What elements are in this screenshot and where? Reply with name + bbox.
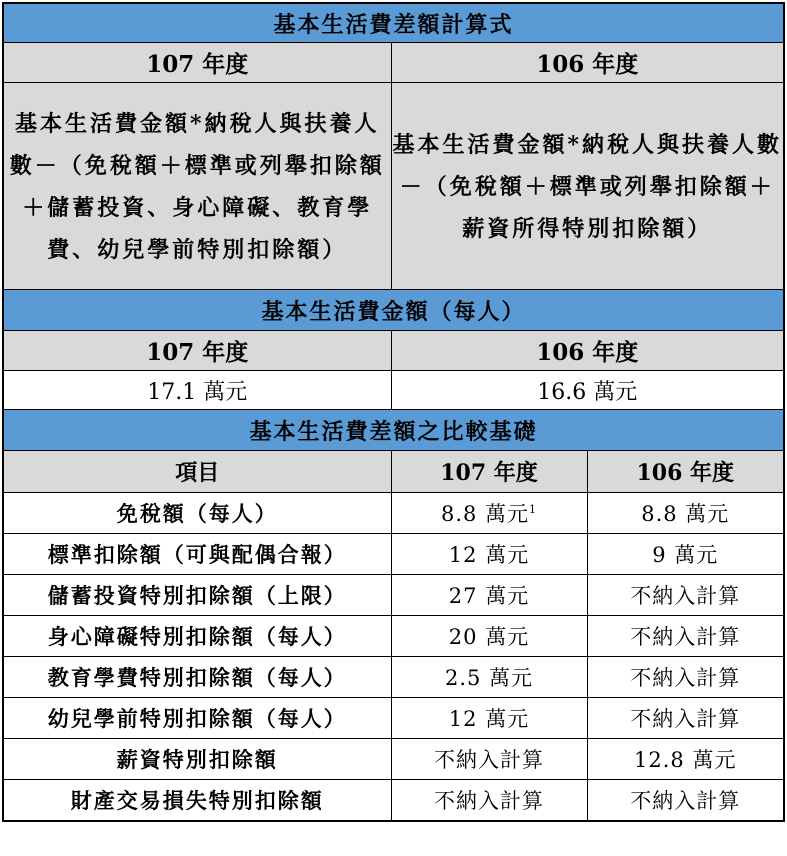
row-item: 財產交易損失特別扣除額 xyxy=(3,780,391,822)
row-item: 標準扣除額（可與配偶合報） xyxy=(3,534,391,575)
row-value-106: 9 萬元 xyxy=(587,534,784,575)
row-value-107: 12 萬元 xyxy=(391,698,587,739)
formula-row xyxy=(3,83,784,290)
amount-section-header xyxy=(3,290,784,331)
row-value-107: 不納入計算 xyxy=(391,739,587,780)
row-value-107-text: 8.8 萬元 xyxy=(440,502,530,526)
table-row xyxy=(3,739,784,780)
row-value-106: 不納入計算 xyxy=(587,780,784,822)
row-item: 儲蓄投資特別扣除額（上限） xyxy=(3,575,391,616)
comparison-section-header xyxy=(3,410,784,451)
table-row xyxy=(3,493,784,534)
row-item: 幼兒學前特別扣除額（每人） xyxy=(3,698,391,739)
formula-year-106: 106 年度 xyxy=(391,43,784,83)
row-value-106: 不納入計算 xyxy=(587,698,784,739)
row-value-107: 2.5 萬元 xyxy=(391,657,587,698)
table-row xyxy=(3,534,784,575)
footnote-marker: 1 xyxy=(529,503,538,516)
row-item: 薪資特別扣除額 xyxy=(3,739,391,780)
row-value-107 xyxy=(391,493,587,534)
amount-106: 16.6 萬元 xyxy=(391,371,784,410)
table-row xyxy=(3,657,784,698)
row-value-107: 27 萬元 xyxy=(391,575,587,616)
formula-section-header xyxy=(3,3,784,43)
row-value-106: 8.8 萬元 xyxy=(587,493,784,534)
amount-year-107: 107 年度 xyxy=(3,331,391,371)
row-item: 身心障礙特別扣除額（每人） xyxy=(3,616,391,657)
comparison-title: 基本生活費差額之比較基礎 xyxy=(3,410,784,451)
row-value-107: 12 萬元 xyxy=(391,534,587,575)
amount-row xyxy=(3,371,784,410)
table-row xyxy=(3,780,784,822)
column-header-107: 107 年度 xyxy=(391,451,587,493)
formula-107-text: 基本生活費金額*納稅人與扶養人數－（免稅額＋標準或列舉扣除額＋儲蓄投資、身心障礙、教育學費、幼兒學前特別扣除額） xyxy=(9,111,385,263)
formula-107 xyxy=(3,83,391,290)
formula-106-text: 基本生活費金額*納稅人與扶養人數－（免稅額＋標準或列舉扣除額＋薪資所得特別扣除額） xyxy=(392,132,783,242)
table-row xyxy=(3,575,784,616)
formula-year-row xyxy=(3,43,784,83)
amount-title: 基本生活費金額（每人） xyxy=(3,290,784,331)
table-row xyxy=(3,698,784,739)
formula-106 xyxy=(391,83,784,290)
formula-title: 基本生活費差額計算式 xyxy=(3,3,784,43)
column-header-item: 項目 xyxy=(3,451,391,493)
table-row xyxy=(3,616,784,657)
row-value-106: 不納入計算 xyxy=(587,616,784,657)
row-value-107: 不納入計算 xyxy=(391,780,587,822)
amount-year-row xyxy=(3,331,784,371)
deduction-comparison-table xyxy=(2,2,785,822)
row-value-107: 20 萬元 xyxy=(391,616,587,657)
amount-year-106: 106 年度 xyxy=(391,331,784,371)
row-item: 免稅額（每人） xyxy=(3,493,391,534)
formula-year-107: 107 年度 xyxy=(3,43,391,83)
amount-107: 17.1 萬元 xyxy=(3,371,391,410)
column-header-106: 106 年度 xyxy=(587,451,784,493)
row-item: 教育學費特別扣除額（每人） xyxy=(3,657,391,698)
row-value-106: 不納入計算 xyxy=(587,575,784,616)
row-value-106: 12.8 萬元 xyxy=(587,739,784,780)
comparison-header-row xyxy=(3,451,784,493)
row-value-106: 不納入計算 xyxy=(587,657,784,698)
